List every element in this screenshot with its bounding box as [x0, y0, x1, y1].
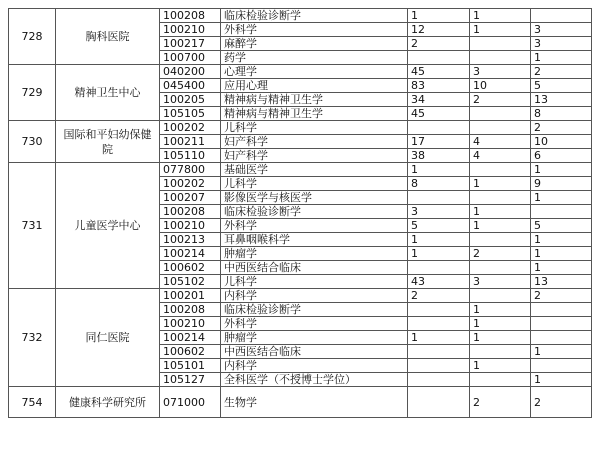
count-cell-c: 3 — [531, 37, 592, 51]
count-cell-b — [470, 107, 531, 121]
unit-code-cell: 729 — [9, 65, 56, 121]
unit-code-cell: 754 — [9, 387, 56, 418]
major-name-cell: 临床检验诊断学 — [221, 9, 408, 23]
count-cell-a — [408, 359, 470, 373]
major-code-cell: 100202 — [160, 177, 221, 191]
count-cell-b — [470, 345, 531, 359]
major-code-cell: 077800 — [160, 163, 221, 177]
major-code-cell: 105127 — [160, 373, 221, 387]
table-row — [9, 121, 592, 135]
major-name-cell: 基础医学 — [221, 163, 408, 177]
count-cell-c: 3 — [531, 23, 592, 37]
major-name-cell: 耳鼻咽喉科学 — [221, 233, 408, 247]
count-cell-c: 6 — [531, 149, 592, 163]
count-cell-c — [531, 303, 592, 317]
count-cell-a: 12 — [408, 23, 470, 37]
unit-name-cell: 健康科学研究所 — [56, 387, 160, 418]
major-code-cell: 100210 — [160, 317, 221, 331]
count-cell-b: 1 — [470, 23, 531, 37]
table-row — [9, 65, 592, 79]
count-cell-a: 1 — [408, 9, 470, 23]
count-cell-b: 3 — [470, 275, 531, 289]
count-cell-b: 1 — [470, 205, 531, 219]
count-cell-b: 2 — [470, 387, 531, 418]
count-cell-b — [470, 233, 531, 247]
major-code-cell: 100201 — [160, 289, 221, 303]
count-cell-b: 4 — [470, 135, 531, 149]
unit-code-cell: 728 — [9, 9, 56, 65]
count-cell-c: 1 — [531, 163, 592, 177]
unit-name-cell: 同仁医院 — [56, 289, 160, 387]
major-code-cell: 100602 — [160, 261, 221, 275]
major-name-cell: 外科学 — [221, 23, 408, 37]
count-cell-a: 43 — [408, 275, 470, 289]
major-code-cell: 100211 — [160, 135, 221, 149]
count-cell-c: 10 — [531, 135, 592, 149]
major-code-cell: 100217 — [160, 37, 221, 51]
major-name-cell: 药学 — [221, 51, 408, 65]
count-cell-c: 1 — [531, 261, 592, 275]
count-cell-b — [470, 37, 531, 51]
count-cell-a — [408, 51, 470, 65]
count-cell-c: 1 — [531, 373, 592, 387]
count-cell-b — [470, 51, 531, 65]
major-name-cell: 内科学 — [221, 289, 408, 303]
count-cell-c: 2 — [531, 121, 592, 135]
major-name-cell: 肿瘤学 — [221, 247, 408, 261]
count-cell-a — [408, 191, 470, 205]
major-name-cell: 外科学 — [221, 317, 408, 331]
count-cell-b — [470, 191, 531, 205]
admissions-table — [8, 8, 592, 418]
count-cell-a — [408, 303, 470, 317]
major-code-cell: 105110 — [160, 149, 221, 163]
count-cell-a — [408, 121, 470, 135]
count-cell-a: 34 — [408, 93, 470, 107]
count-cell-b — [470, 261, 531, 275]
major-name-cell: 心理学 — [221, 65, 408, 79]
major-code-cell: 100214 — [160, 247, 221, 261]
count-cell-c: 5 — [531, 219, 592, 233]
count-cell-c: 2 — [531, 65, 592, 79]
major-code-cell: 100213 — [160, 233, 221, 247]
count-cell-a: 83 — [408, 79, 470, 93]
count-cell-b — [470, 373, 531, 387]
major-name-cell: 肿瘤学 — [221, 331, 408, 345]
major-code-cell: 105105 — [160, 107, 221, 121]
count-cell-c: 2 — [531, 387, 592, 418]
count-cell-c — [531, 205, 592, 219]
count-cell-a — [408, 317, 470, 331]
count-cell-b — [470, 121, 531, 135]
count-cell-a — [408, 373, 470, 387]
count-cell-c — [531, 9, 592, 23]
count-cell-a: 1 — [408, 163, 470, 177]
unit-name-cell: 儿童医学中心 — [56, 163, 160, 289]
count-cell-b: 1 — [470, 219, 531, 233]
count-cell-c: 1 — [531, 247, 592, 261]
major-code-cell: 100208 — [160, 205, 221, 219]
count-cell-c: 13 — [531, 93, 592, 107]
major-name-cell: 全科医学（不授博士学位） — [221, 373, 408, 387]
count-cell-b: 3 — [470, 65, 531, 79]
major-code-cell: 105102 — [160, 275, 221, 289]
major-code-cell: 105101 — [160, 359, 221, 373]
major-code-cell: 100205 — [160, 93, 221, 107]
count-cell-c: 2 — [531, 289, 592, 303]
major-name-cell: 麻醉学 — [221, 37, 408, 51]
unit-name-cell: 胸科医院 — [56, 9, 160, 65]
count-cell-c: 1 — [531, 233, 592, 247]
count-cell-b: 4 — [470, 149, 531, 163]
count-cell-a — [408, 261, 470, 275]
count-cell-a: 8 — [408, 177, 470, 191]
count-cell-a — [408, 345, 470, 359]
count-cell-b: 1 — [470, 331, 531, 345]
count-cell-c: 1 — [531, 51, 592, 65]
count-cell-c — [531, 317, 592, 331]
count-cell-c — [531, 331, 592, 345]
major-code-cell: 045400 — [160, 79, 221, 93]
major-name-cell: 儿科学 — [221, 177, 408, 191]
major-name-cell: 应用心理 — [221, 79, 408, 93]
major-name-cell: 中西医结合临床 — [221, 345, 408, 359]
major-name-cell: 外科学 — [221, 219, 408, 233]
major-code-cell: 100207 — [160, 191, 221, 205]
count-cell-a: 2 — [408, 37, 470, 51]
major-code-cell: 100602 — [160, 345, 221, 359]
major-name-cell: 临床检验诊断学 — [221, 205, 408, 219]
count-cell-a: 1 — [408, 233, 470, 247]
major-code-cell: 071000 — [160, 387, 221, 418]
major-name-cell: 生物学 — [221, 387, 408, 418]
count-cell-b: 1 — [470, 9, 531, 23]
count-cell-c: 1 — [531, 191, 592, 205]
major-name-cell: 儿科学 — [221, 275, 408, 289]
count-cell-b: 10 — [470, 79, 531, 93]
count-cell-a: 1 — [408, 247, 470, 261]
major-code-cell: 100208 — [160, 303, 221, 317]
count-cell-a: 45 — [408, 65, 470, 79]
count-cell-a: 2 — [408, 289, 470, 303]
count-cell-a: 1 — [408, 331, 470, 345]
count-cell-c: 8 — [531, 107, 592, 121]
count-cell-c: 9 — [531, 177, 592, 191]
major-name-cell: 影像医学与核医学 — [221, 191, 408, 205]
major-code-cell: 100700 — [160, 51, 221, 65]
count-cell-a: 38 — [408, 149, 470, 163]
count-cell-a — [408, 387, 470, 418]
count-cell-c: 1 — [531, 345, 592, 359]
table-row — [9, 9, 592, 23]
count-cell-b: 1 — [470, 317, 531, 331]
count-cell-a: 45 — [408, 107, 470, 121]
major-name-cell: 儿科学 — [221, 121, 408, 135]
count-cell-b: 1 — [470, 177, 531, 191]
unit-name-cell: 国际和平妇幼保健院 — [56, 121, 160, 163]
major-name-cell: 精神病与精神卫生学 — [221, 107, 408, 121]
unit-code-cell: 731 — [9, 163, 56, 289]
unit-code-cell: 732 — [9, 289, 56, 387]
table-body — [9, 9, 592, 418]
count-cell-b — [470, 163, 531, 177]
unit-code-cell: 730 — [9, 121, 56, 163]
unit-name-cell: 精神卫生中心 — [56, 65, 160, 121]
major-name-cell: 临床检验诊断学 — [221, 303, 408, 317]
count-cell-b: 1 — [470, 359, 531, 373]
major-code-cell: 040200 — [160, 65, 221, 79]
table-row — [9, 289, 592, 303]
major-name-cell: 妇产科学 — [221, 135, 408, 149]
count-cell-b: 1 — [470, 303, 531, 317]
major-code-cell: 100210 — [160, 219, 221, 233]
count-cell-b — [470, 289, 531, 303]
major-name-cell: 妇产科学 — [221, 149, 408, 163]
major-code-cell: 100202 — [160, 121, 221, 135]
table-row — [9, 387, 592, 418]
table-row — [9, 163, 592, 177]
major-name-cell: 精神病与精神卫生学 — [221, 93, 408, 107]
count-cell-a: 3 — [408, 205, 470, 219]
count-cell-c: 5 — [531, 79, 592, 93]
count-cell-b: 2 — [470, 93, 531, 107]
count-cell-c: 13 — [531, 275, 592, 289]
major-code-cell: 100210 — [160, 23, 221, 37]
major-name-cell: 中西医结合临床 — [221, 261, 408, 275]
count-cell-c — [531, 359, 592, 373]
major-code-cell: 100214 — [160, 331, 221, 345]
count-cell-a: 17 — [408, 135, 470, 149]
major-name-cell: 内科学 — [221, 359, 408, 373]
count-cell-b: 2 — [470, 247, 531, 261]
count-cell-a: 5 — [408, 219, 470, 233]
major-code-cell: 100208 — [160, 9, 221, 23]
